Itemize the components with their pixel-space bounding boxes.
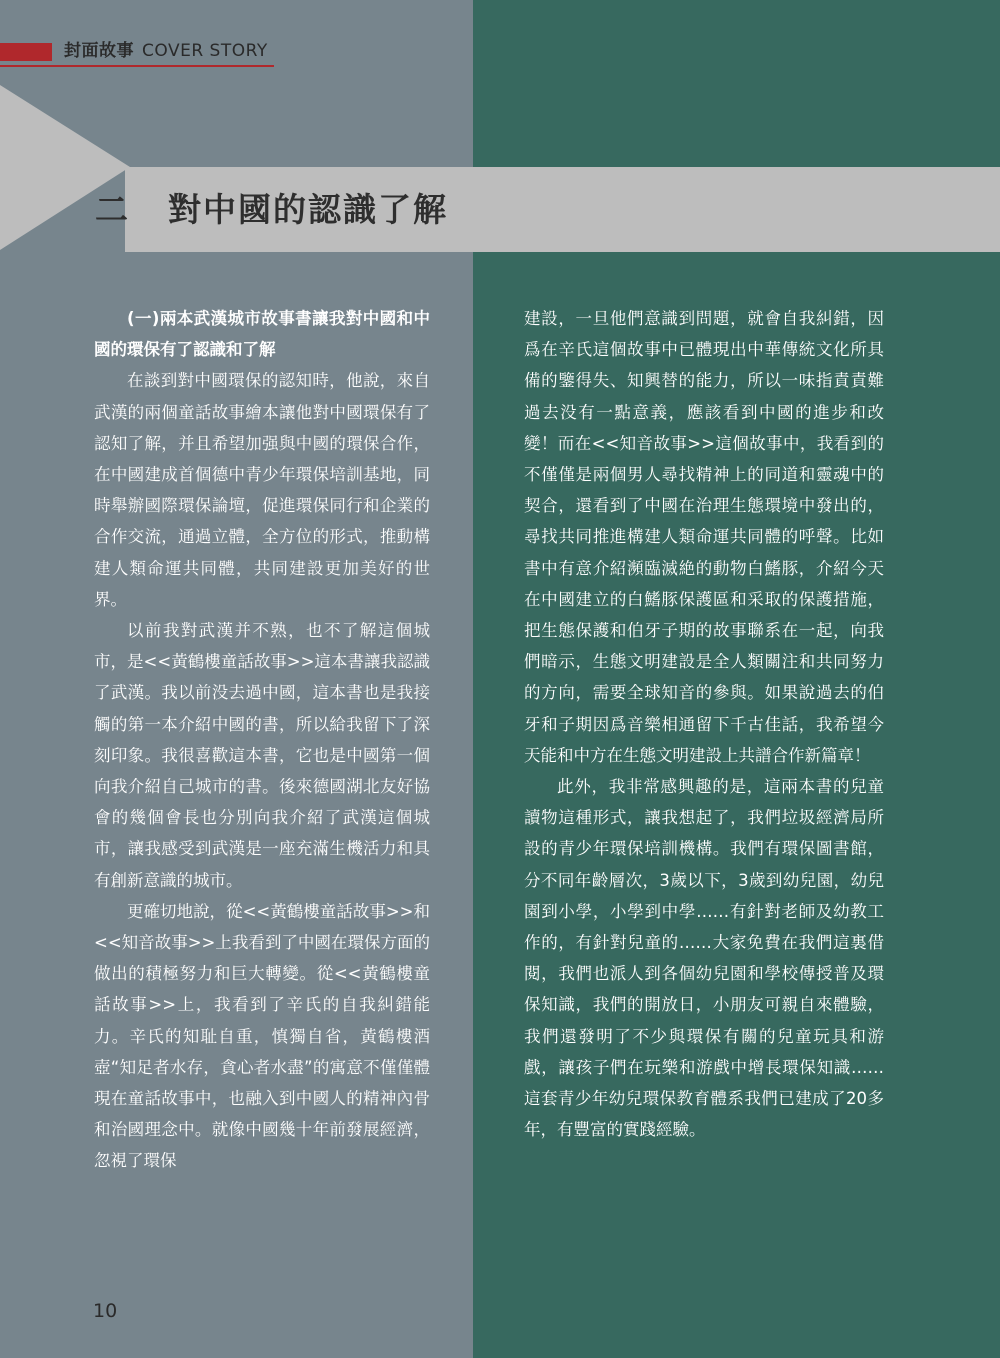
paragraph: 此外，我非常感興趣的是，這兩本書的兒童讀物這種形式，讓我想起了，我們垃圾經濟局所設的青少年環保培訓機構。我們有環保圖書館，分不同年齡層次，3歲以下，3歲到幼兒園，幼兒園到小學，小學到中學……有針對老師及幼教工作的，有針對兒童的……大家免費在我們這裏借閱，我們也派人到各個幼兒園和學校傳授普及環保知識，我們的開放日，小朋友可親自來體驗，我們還發明了不少與環保有關的兒童玩具和游戲，讓孩子們在玩樂和游戲中增長環保知識……這套青少年幼兒環保教育體系我們已建成了20多年，有豐富的實踐經驗。 [524, 777, 884, 1140]
subheading: (一)兩本武漢城市故事書讓我對中國和中國的環保有了認識和了解 [94, 309, 430, 360]
left-text-column [94, 303, 430, 1177]
header-label [64, 38, 268, 64]
header-section-en: COVER STORY [142, 41, 268, 61]
section-title-text: 對中國的認識了解 [168, 190, 448, 229]
paragraph: 以前我對武漢并不熟，也不了解這個城市，是<<黃鶴樓童話故事>>這本書讓我認識了武漢。我以前没去過中國，這本書也是我接觸的第一本介紹中國的書，所以給我留下了深刻印象。我很喜歡這本書，它也是中國第一個向我介紹自己城市的書。後來德國湖北友好協會的幾個會長也分別向我介紹了武漢這個城市，讓我感受到武漢是一座充滿生機活力和具有創新意識的城市。 [94, 621, 430, 890]
right-text-column [524, 303, 884, 1145]
paragraph: 在談到對中國環保的認知時，他說，來自武漢的兩個童話故事繪本讓他對中國環保有了認知了解，并且希望加强與中國的環保合作，在中國建成首個德中青少年環保培訓基地，同時舉辦國際環保論壇，促進環保同行和企業的合作交流，通過立體，全方位的形式，推動構建人類命運共同體，共同建設更加美好的世界。 [94, 371, 430, 609]
section-title [95, 185, 448, 235]
paragraph: 建設，一旦他們意識到問題，就會自我糾錯，因爲在辛氏這個故事中已體現出中華傳統文化所具備的鑒得失、知興替的能力，所以一味指責責難過去没有一點意義，應該看到中國的進步和改變！而在<<知音故事>>這個故事中，我看到的不僅僅是兩個男人尋找精神上的同道和靈魂中的契合，還看到了中國在治理生態環境中發出的，尋找共同推進構建人類命運共同體的呼聲。比如書中有意介紹瀕臨滅絶的動物白鰭豚，介紹今天在中國建立的白鰭豚保護區和采取的保護措施，把生態保護和伯牙子期的故事聯系在一起，向我們暗示，生態文明建設是全人類關注和共同努力的方向，需要全球知音的參與。如果說過去的伯牙和子期因爲音樂相通留下千古佳話，我希望今天能和中方在生態文明建設上共譜合作新篇章！ [524, 309, 884, 765]
section-header [0, 38, 274, 68]
paragraph: 更確切地說，從<<黃鶴樓童話故事>>和<<知音故事>>上我看到了中國在環保方面的做出的積極努力和巨大轉變。從<<黃鶴樓童話故事>>上，我看到了辛氏的自我糾錯能力。辛氏的知耻自重，慎獨自省，黃鶴樓酒壺“知足者水存，貪心者水盡”的寓意不僅僅體現在童話故事中，也融入到中國人的精神內骨和治國理念中。就像中國幾十年前發展經濟，忽視了環保 [94, 901, 430, 1171]
header-accent-bar [0, 43, 52, 61]
section-number: 二 [95, 190, 130, 229]
page-number: 10 [93, 1300, 118, 1322]
header-section-zh: 封面故事 [64, 41, 134, 61]
header-underline [0, 65, 274, 67]
